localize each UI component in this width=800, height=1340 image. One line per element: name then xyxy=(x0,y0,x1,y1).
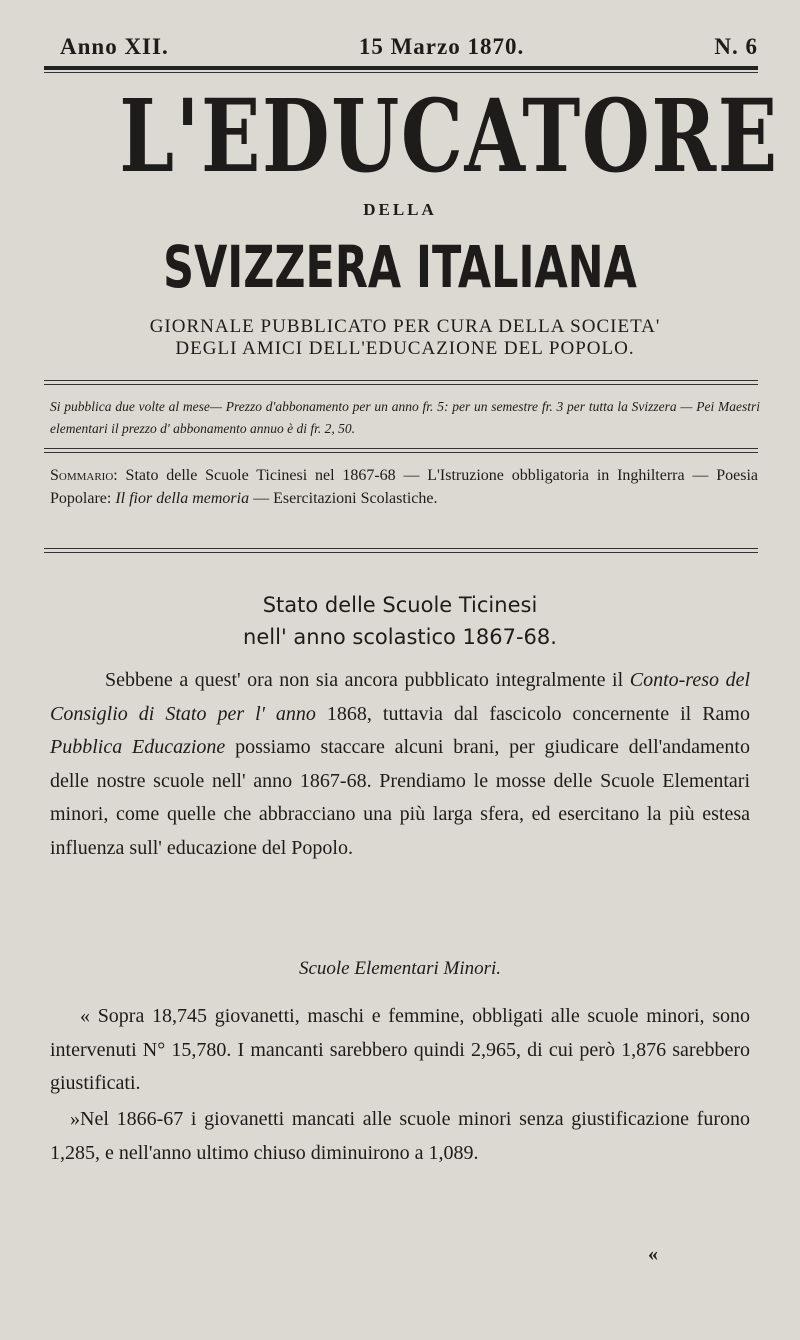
article-paragraph: »Nel 1866-67 i giovanetti mancati alle scuole minori senza giustificazione furono 1,285, e nell'anno ultimo chiuso diminuirono a 1,089. xyxy=(50,1108,750,1164)
header-rule xyxy=(44,66,758,70)
issue-header xyxy=(60,34,758,60)
article-title: Stato delle Scuole Ticinesi xyxy=(262,593,538,617)
divider xyxy=(44,448,758,449)
masthead-description-line2: DEGLI AMICI DELL'EDUCAZIONE DEL POPOLO. xyxy=(175,338,635,359)
page-mark: « xyxy=(648,1243,658,1265)
masthead-subtitle: SVIZZERA ITALIANA xyxy=(163,233,637,301)
paragraph-italic: Pubblica Educazione xyxy=(50,736,226,758)
issue-number: N. 6 xyxy=(714,34,758,59)
masthead-della: DELLA xyxy=(363,200,437,219)
article-paragraph: « Sopra 18,745 giovanetti, maschi e femmine, obbligati alle scuole minori, sono intervenuti N° 15,780. I mancanti sarebbero quindi 2,965, di cui però 1,876 sarebbero giustificati. xyxy=(50,1005,750,1094)
article-paragraph xyxy=(50,664,750,865)
paragraph-text: 1868, tuttavia dal fascicolo concernente il Ramo xyxy=(315,702,750,725)
publication-note: Si pubblica due volte al mese— Prezzo d'abbonamento per un anno fr. 5: per un semestre fr. 3 per tutta la Svizzera — Pei Maestri elementari il prezzo d' abbonamento annuo è di fr. 2, 50. xyxy=(50,399,760,436)
paragraph-italic: Conto-reso del Consiglio di Stato per l' anno xyxy=(50,669,750,725)
section-heading: Scuole Elementari Minori. xyxy=(298,958,502,979)
header-rule-thin xyxy=(44,72,758,73)
masthead-title: L'EDUCATORE xyxy=(119,77,779,195)
issue-date: 15 Marzo 1870. xyxy=(358,34,525,59)
paragraph-text: possiamo staccare alcuni brani, per giudicare dell'andamento delle nostre scuole nell' anno 1867-68. Prendiamo le mosse delle Scuole Elementari minori, come quelle che abbracciano una più larga sfera, ed esercitano la più estesa influenza sull' educazione del Popolo. xyxy=(50,736,750,859)
divider xyxy=(44,552,758,553)
summary-text: : Stato delle Scuole Ticinesi nel 1867-68 — L'Istruzione obbligatoria in Inghilterra — Poesia Popolare: xyxy=(50,467,758,507)
divider xyxy=(44,452,758,453)
issue-year: Anno XII. xyxy=(60,34,169,59)
divider xyxy=(44,380,758,381)
masthead-description xyxy=(70,316,740,360)
paragraph-text: Sebbene a quest' ora non sia ancora pubblicato integralmente il xyxy=(105,669,630,691)
article-title-line2: nell' anno scolastico 1867-68. xyxy=(243,625,557,649)
summary-text-end: — Esercitazioni Scolastiche. xyxy=(249,490,438,507)
summary-label: Sommario xyxy=(50,467,114,484)
summary-italic: Il fior della memoria xyxy=(115,490,250,507)
masthead-description-line1: GIORNALE PUBBLICATO PER CURA DELLA SOCIETA' xyxy=(149,316,661,337)
divider xyxy=(44,548,758,549)
summary xyxy=(50,464,758,510)
divider xyxy=(44,384,758,385)
